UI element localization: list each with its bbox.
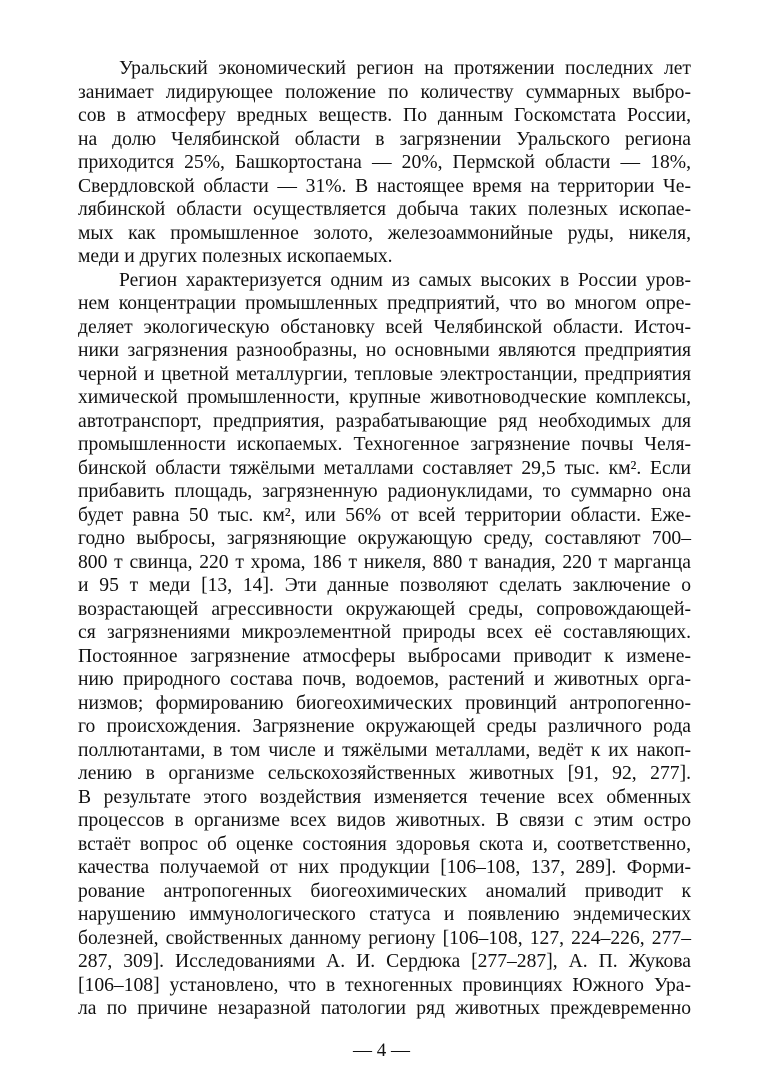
text-line: нарушению иммунологического статуса и появлению эндемических — [78, 904, 691, 925]
paragraph — [78, 269, 691, 1021]
text-line: химической промышленности, крупные животноводческие комплексы, — [78, 387, 691, 408]
text-line: нию природного состава почв, водоемов, растений и животных орга- — [78, 669, 691, 690]
text-line: годно выбросы, загрязняющие окружающую среду, составляют 700– — [78, 528, 691, 549]
text-line: автотранспорт, предприятия, разрабатывающие ряд необходимых для — [78, 410, 691, 432]
text-line: низмов; формированию биогеохимических провинций антропогенно- — [78, 692, 691, 714]
text-line: черной и цветной металлургии, тепловые электростанции, предприятия — [78, 363, 691, 385]
text-line: мых как промышленное золото, железоаммонийные руды, никеля, — [78, 222, 691, 244]
text-line: меди и других полезных ископаемых. — [78, 246, 393, 267]
text-line: ся загрязнениями микроэлементной природы всех её составляющих. — [78, 622, 691, 643]
text-line: Регион характеризуется одним из самых высоких в России уров- — [119, 269, 691, 291]
text-line: В результате этого воздействия изменяется течение всех обменных — [78, 786, 691, 808]
text-line: возрастающей агрессивности окружающей среды, сопровождающей- — [78, 598, 691, 620]
text-line: поллютантами, в том числе и тяжёлыми металлами, ведёт к их накоп- — [78, 739, 691, 761]
text-line: го происхождения. Загрязнение окружающей среды различного рода — [78, 716, 691, 737]
text-line: Постоянное загрязнение атмосферы выбросами приводит к измене- — [78, 645, 691, 667]
text-line: нем концентрации промышленных предприятий, что во многом опре- — [78, 293, 691, 314]
text-line: ники загрязнения разнообразны, но основными являются предприятия — [78, 340, 691, 361]
text-line: 800 т свинца, 220 т хрома, 186 т никеля, 880 т ванадия, 220 т марганца — [78, 551, 691, 573]
paragraph — [78, 57, 691, 269]
text-line: встаёт вопрос об оценке состояния здоровья скота и, соответственно, — [78, 833, 691, 855]
text-line: деляет экологическую обстановку всей Челябинской области. Источ- — [78, 316, 691, 338]
text-line: Свердловской области — 31%. В настоящее время на территории Че- — [78, 175, 691, 197]
text-line: ла по причине незаразной патологии ряд животных преждевременно — [78, 998, 691, 1019]
text-line: приходится 25%, Башкортостана — 20%, Пермской области — 18%, — [78, 152, 691, 173]
text-line: промышленности ископаемых. Техногенное загрязнение почвы Челя- — [78, 434, 691, 455]
text-line: болезней, свойственных данному региону [106–108, 127, 224–226, 277– — [78, 927, 691, 949]
text-line: и 95 т меди [13, 14]. Эти данные позволяют сделать заключение о — [78, 575, 691, 596]
text-line: сов в атмосферу вредных веществ. По данным Госкомстата России, — [78, 105, 691, 126]
text-line: лябинской области осуществляется добыча таких полезных ископае- — [78, 199, 691, 220]
text-line: 287, 309]. Исследованиями А. И. Сердюка [277–287], А. П. Жукова — [78, 951, 691, 972]
document-body — [78, 57, 691, 1021]
text-line: занимает лидирующее положение по количеству суммарных выбро- — [78, 81, 691, 103]
text-line: Уральский экономический регион на протяжении последних лет — [119, 58, 691, 79]
text-line: рование антропогенных биогеохимических аномалий приводит к — [78, 880, 691, 902]
text-line: на долю Челябинской области в загрязнении Уральского региона — [78, 128, 691, 150]
text-line: будет равна 50 тыс. км², или 56% от всей территории области. Еже- — [78, 504, 691, 526]
text-line: лению в организме сельскохозяйственных животных [91, 92, 277]. — [78, 763, 691, 784]
text-line: [106–108] установлено, что в техногенных провинциях Южного Ура- — [78, 974, 691, 996]
text-line: процессов в организме всех видов животных. В связи с этим остро — [78, 810, 691, 831]
text-line: прибавить площадь, загрязненную радионуклидами, то суммарно она — [78, 481, 691, 502]
page-number: — 4 — — [353, 1040, 410, 1061]
text-line: качества получаемой от них продукции [106–108, 137, 289]. Форми- — [78, 857, 691, 878]
text-line: бинской области тяжёлыми металлами составляет 29,5 тыс. км². Если — [78, 457, 691, 479]
